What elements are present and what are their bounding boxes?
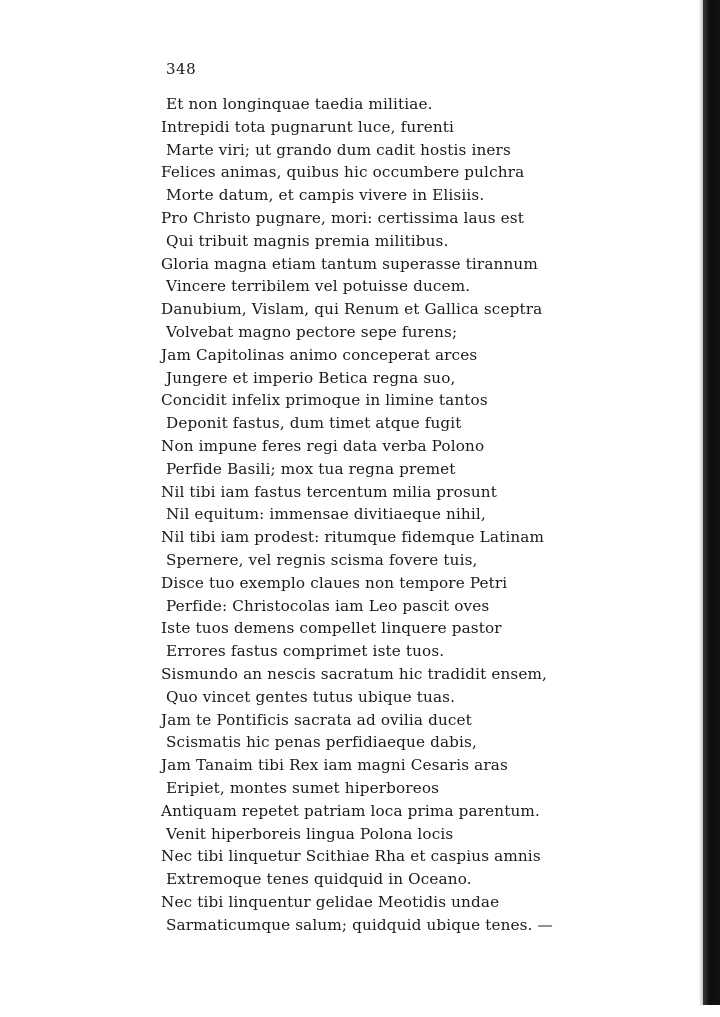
verse-line: Felices animas, quibus hic occumbere pulchra [161, 163, 525, 182]
verse-line: Sarmaticumque salum; quidquid ubique tenes. — [166, 915, 553, 934]
verse-line: Et non longinquae taedia militiae. [166, 95, 433, 113]
verse-line: Marte viri; ut grando dum cadit hostis iners [166, 140, 511, 159]
verse-line: Jam Capitolinas animo conceperat arces [161, 345, 478, 364]
verse-line: Antiquam repetet patriam loca prima parentum. [161, 801, 540, 820]
verse-line: Pro Christo pugnare, mori: certissima laus est [161, 208, 524, 227]
book-binding-edge [703, 0, 720, 1005]
verse-line: Disce tuo exemplo claues non tempore Petri [161, 573, 508, 592]
verse-line: Spernere, vel regnis scisma fovere tuis, [166, 550, 478, 569]
verse-line: Jam Tanaim tibi Rex iam magni Cesaris aras [161, 756, 508, 775]
verse-block [161, 93, 591, 936]
verse-line: Sismundo an nescis sacratum hic tradidit ensem, [161, 664, 548, 683]
verse-line: Jungere et imperio Betica regna suo, [166, 368, 456, 387]
verse-line: Gloria magna etiam tantum superasse tirannum [161, 254, 538, 273]
verse-line: Nil equitum: immensae divitiaeque nihil, [166, 505, 486, 524]
verse-line: Morte datum, et campis vivere in Elisiis. [166, 186, 485, 205]
verse-line: Errores fastus comprimet iste tuos. [166, 642, 445, 661]
verse-line: Quo vincet gentes tutus ubique tuas. [166, 687, 456, 706]
verse-line: Nec tibi linquetur Scithiae Rha et caspius amnis [161, 847, 541, 866]
verse-line: Iste tuos demens compellet linquere pastor [161, 619, 502, 638]
verse-line: Nil tibi iam prodest: ritumque fidemque Latinam [161, 528, 545, 547]
verse-line: Qui tribuit magnis premia militibus. [166, 231, 449, 250]
verse-line: Venit hiperboreis lingua Polona locis [166, 824, 454, 843]
verse-line: Danubium, Vislam, qui Renum et Gallica sceptra [161, 300, 543, 319]
verse-line: Perfide Basili; mox tua regna premet [166, 459, 456, 478]
verse-line: Intrepidi tota pugnarunt luce, furenti [161, 117, 455, 136]
verse-line: Nec tibi linquentur gelidae Meotidis undae [161, 892, 500, 911]
verse-line: Volvebat magno pectore sepe furens; [166, 322, 458, 341]
verse-line: Eripiet, montes sumet hiperboreos [166, 778, 440, 797]
verse-line: Jam te Pontificis sacrata ad ovilia ducet [161, 710, 472, 729]
verse-line: Extremoque tenes quidquid in Oceano. [166, 870, 472, 889]
verse-line: Scismatis hic penas perfidiaeque dabis, [166, 733, 477, 752]
verse-line: Nil tibi iam fastus tercentum milia prosunt [161, 482, 497, 501]
page-number: 348 [166, 60, 197, 78]
verse-line: Non impune feres regi data verba Polono [161, 436, 485, 455]
verse-line: Deponit fastus, dum timet atque fugit [166, 414, 462, 433]
verse-line: Vincere terribilem vel potuisse ducem. [166, 277, 471, 296]
verse-line: Concidit infelix primoque in limine tantos [161, 391, 488, 410]
verse-line: Perfide: Christocolas iam Leo pascit oves [166, 596, 490, 615]
